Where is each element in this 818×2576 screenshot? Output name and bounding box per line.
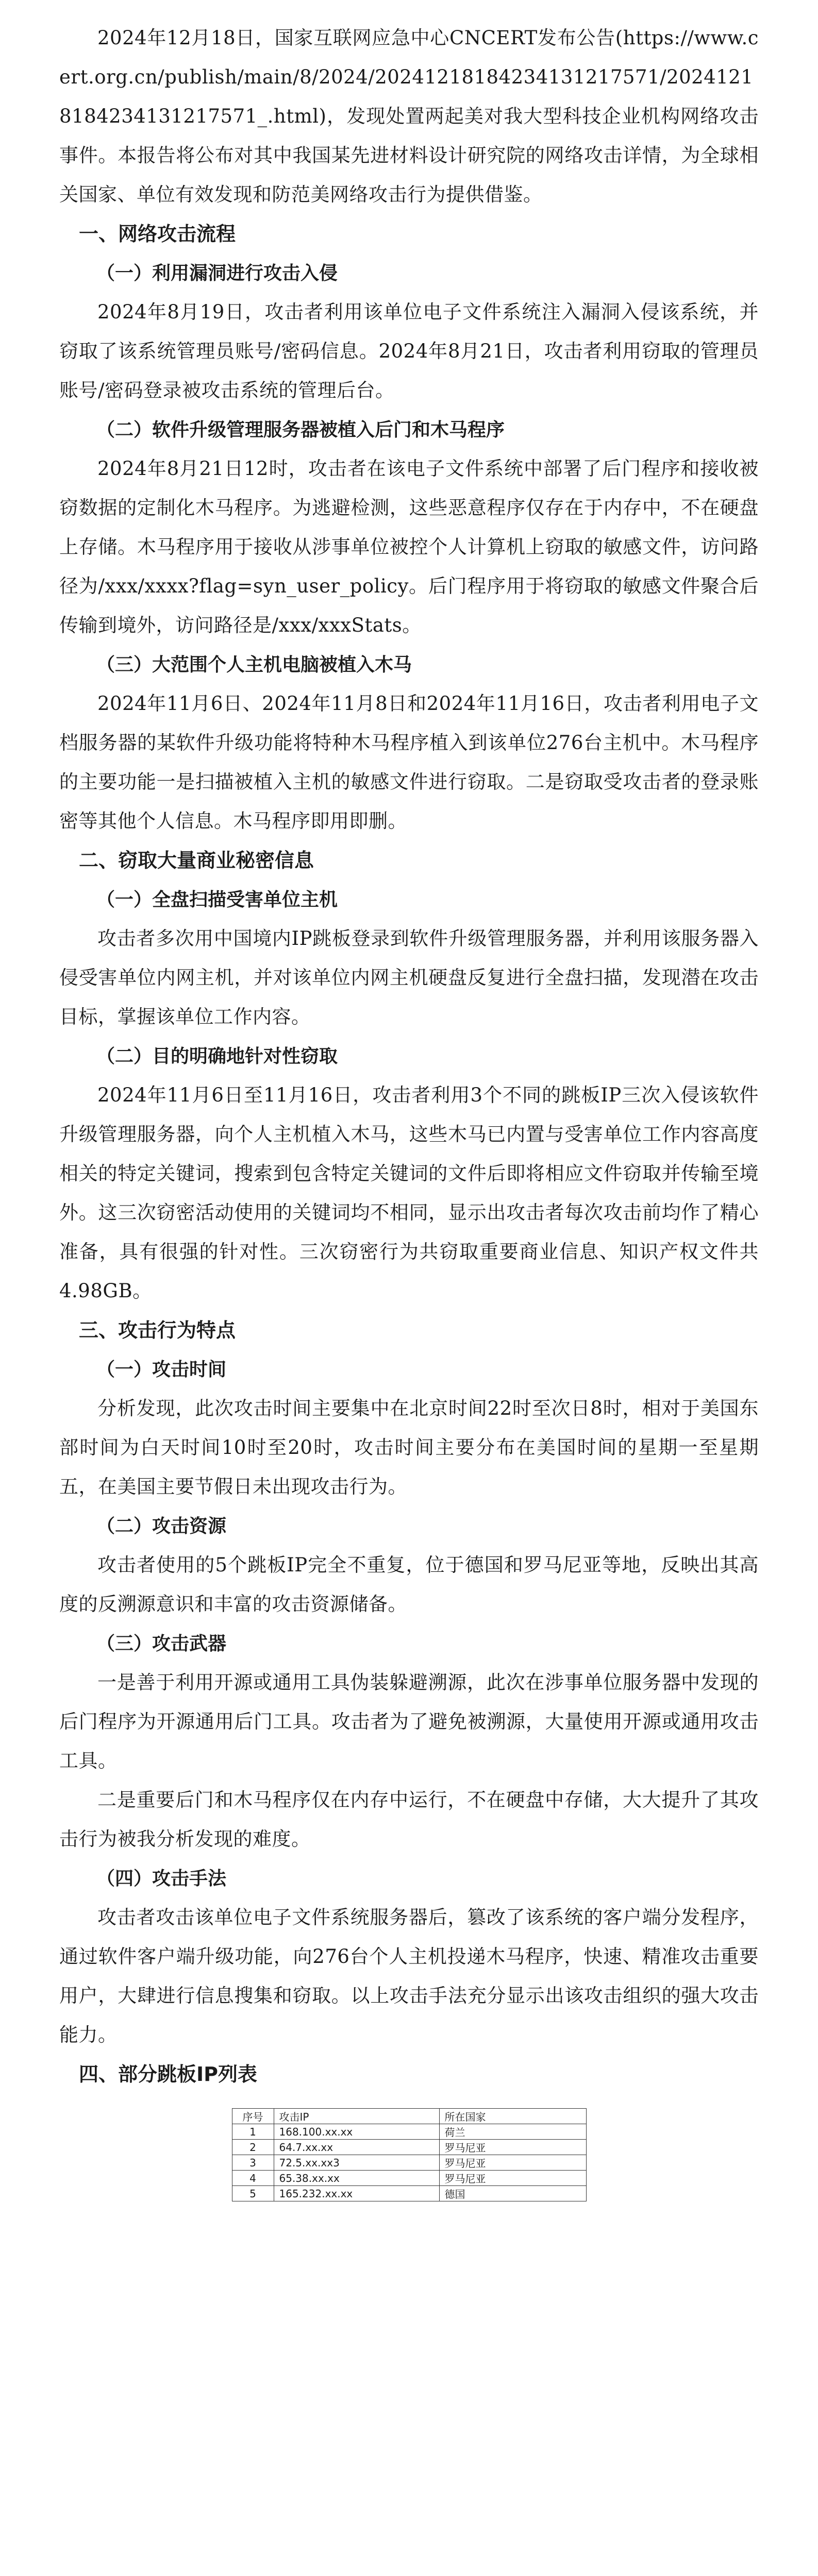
intro-paragraph: 2024年12月18日，国家互联网应急中心CNCERT发布公告(https://www.cert.org.cn/publish/main/8/2024/20241218184234131217571/20241218184234131217571_.html)，发现处置两起美对我大型科技企业机构网络攻击事件。本报告将公布对其中我国某先进材料设计研究院的网络攻击详情，为全球相关国家、单位有效发现和防范美网络攻击行为提供借鉴。	[59, 27, 759, 206]
section-1-heading: 一、网络攻击流程	[79, 223, 236, 245]
table-header-row	[232, 2109, 586, 2124]
column-header-country: 所在国家	[439, 2109, 586, 2124]
cell-ip: 165.232.xx.xx	[274, 2186, 439, 2201]
cell-country: 德国	[439, 2186, 586, 2201]
cell-country: 罗马尼亚	[439, 2155, 586, 2171]
cell-ip: 168.100.xx.xx	[274, 2124, 439, 2140]
column-header-index: 序号	[232, 2109, 274, 2124]
cell-ip: 72.5.xx.xx3	[274, 2155, 439, 2171]
section-2-1-heading: （一）全盘扫描受害单位主机	[96, 889, 338, 910]
section-3-4-heading: （四）攻击手法	[96, 1868, 227, 1889]
cell-index: 4	[232, 2171, 274, 2186]
table-row	[232, 2124, 586, 2140]
section-4-heading: 四、部分跳板IP列表	[79, 2063, 257, 2086]
section-3-3-paragraph-2: 二是重要后门和木马程序仅在内存中运行，不在硬盘中存储，大大提升了其攻击行为被我分析发现的难度。	[59, 1789, 759, 1850]
section-2-heading: 二、窃取大量商业秘密信息	[79, 849, 314, 872]
table-row	[232, 2171, 586, 2186]
section-1-3-heading: （三）大范围个人主机电脑被植入木马	[96, 654, 412, 675]
cell-index: 3	[232, 2155, 274, 2171]
cell-country: 罗马尼亚	[439, 2140, 586, 2155]
section-2-2-heading: （二）目的明确地针对性窃取	[96, 1045, 338, 1067]
section-3-3-heading: （三）攻击武器	[96, 1633, 227, 1654]
section-2-1-paragraph: 攻击者多次用中国境内IP跳板登录到软件升级管理服务器，并利用该服务器入侵受害单位内网主机，并对该单位内网主机硬盘反复进行全盘扫描，发现潜在攻击目标，掌握该单位工作内容。	[59, 927, 759, 1028]
cell-index: 5	[232, 2186, 274, 2201]
section-1-2-paragraph: 2024年8月21日12时，攻击者在该电子文件系统中部署了后门程序和接收被窃数据的定制化木马程序。为逃避检测，这些恶意程序仅存在于内存中，不在硬盘上存储。木马程序用于接收从涉事单位被控个人计算机上窃取的敏感文件，访问路径为/xxx/xxxx?flag=syn_user_policy。后门程序用于将窃取的敏感文件聚合后传输到境外，访问路径是/xxx/xxxStats。	[59, 457, 759, 636]
section-1-1-paragraph: 2024年8月19日，攻击者利用该单位电子文件系统注入漏洞入侵该系统，并窃取了该系统管理员账号/密码信息。2024年8月21日，攻击者利用窃取的管理员账号/密码登录被攻击系统的管理后台。	[59, 301, 759, 401]
table-row	[232, 2155, 586, 2171]
section-1-2-heading: （二）软件升级管理服务器被植入后门和木马程序	[96, 419, 505, 440]
cell-country: 罗马尼亚	[439, 2171, 586, 2186]
section-3-4-paragraph: 攻击者攻击该单位电子文件系统服务器后，篡改了该系统的客户端分发程序，通过软件客户端升级功能，向276台个人主机投递木马程序，快速、精准攻击重要用户，大肆进行信息搜集和窃取。以上攻击手法充分显示出该攻击组织的强大攻击能力。	[59, 1906, 759, 2046]
cell-index: 2	[232, 2140, 274, 2155]
section-3-heading: 三、攻击行为特点	[79, 1319, 236, 1342]
table-row	[232, 2140, 586, 2155]
cell-ip: 64.7.xx.xx	[274, 2140, 439, 2155]
cell-index: 1	[232, 2124, 274, 2140]
cell-country: 荷兰	[439, 2124, 586, 2140]
section-1-3-paragraph: 2024年11月6日、2024年11月8日和2024年11月16日，攻击者利用电子文档服务器的某软件升级功能将特种木马程序植入到该单位276台主机中。木马程序的主要功能一是扫描被植入主机的敏感文件进行窃取。二是窃取受攻击者的登录账密等其他个人信息。木马程序即用即删。	[59, 692, 759, 832]
section-3-2-heading: （二）攻击资源	[96, 1515, 227, 1537]
ip-table-wrapper	[59, 2108, 759, 2201]
cell-ip: 65.38.xx.xx	[274, 2171, 439, 2186]
section-3-2-paragraph: 攻击者使用的5个跳板IP完全不重复，位于德国和罗马尼亚等地，反映出其高度的反溯源意识和丰富的攻击资源储备。	[59, 1554, 759, 1615]
section-3-1-paragraph: 分析发现，此次攻击时间主要集中在北京时间22时至次日8时，相对于美国东部时间为白天时间10时至20时，攻击时间主要分布在美国时间的星期一至星期五，在美国主要节假日未出现攻击行为。	[59, 1397, 759, 1498]
section-3-1-heading: （一）攻击时间	[96, 1359, 227, 1380]
column-header-ip: 攻击IP	[274, 2109, 439, 2124]
table-row	[232, 2186, 586, 2201]
section-2-2-paragraph: 2024年11月6日至11月16日，攻击者利用3个不同的跳板IP三次入侵该软件升级管理服务器，向个人主机植入木马，这些木马已内置与受害单位工作内容高度相关的特定关键词，搜索到包含特定关键词的文件后即将相应文件窃取并传输至境外。这三次窃密活动使用的关键词均不相同，显示出攻击者每次攻击前均作了精心准备，具有很强的针对性。三次窃密行为共窃取重要商业信息、知识产权文件共4.98GB。	[59, 1084, 759, 1302]
section-1-1-heading: （一）利用漏洞进行攻击入侵	[96, 262, 338, 284]
section-3-3-paragraph-1: 一是善于利用开源或通用工具伪装躲避溯源，此次在涉事单位服务器中发现的后门程序为开源通用后门工具。攻击者为了避免被溯源，大量使用开源或通用攻击工具。	[59, 1671, 759, 1772]
ip-table	[232, 2108, 587, 2201]
